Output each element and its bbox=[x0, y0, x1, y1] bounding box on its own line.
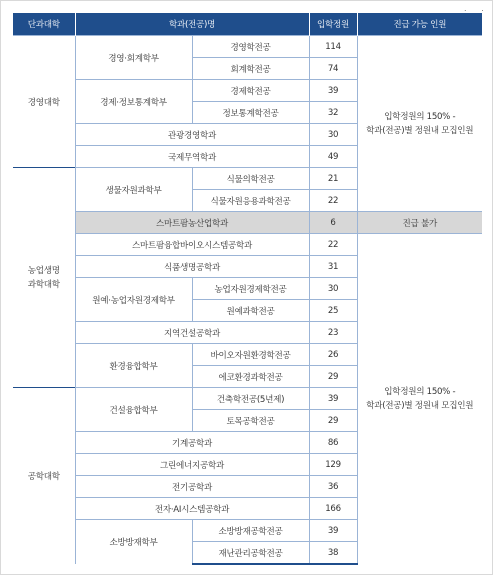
quota-cell: 26 bbox=[309, 344, 357, 366]
advance-note-cell bbox=[357, 234, 482, 565]
quota-cell: 49 bbox=[309, 146, 357, 168]
quota-cell: 30 bbox=[309, 278, 357, 300]
advance-note-cell bbox=[357, 36, 482, 212]
quota-cell: 39 bbox=[309, 388, 357, 410]
major-cell: 농업자원경제학전공 bbox=[192, 278, 309, 300]
division-cell: 건설융합학부 bbox=[75, 388, 192, 432]
division-cell: 환경융합학부 bbox=[75, 344, 192, 388]
major-cell: 식물의학전공 bbox=[192, 168, 309, 190]
college-name: 공학대학 bbox=[27, 472, 60, 482]
college-cell bbox=[13, 168, 75, 388]
table-header-row bbox=[13, 13, 482, 36]
major-cell: 에코환경과학전공 bbox=[192, 366, 309, 388]
major-cell: 건축학전공(5년제) bbox=[192, 388, 309, 410]
quota-cell: 22 bbox=[309, 190, 357, 212]
division-cell: 원예·농업자원경제학부 bbox=[75, 278, 192, 322]
major-cell: 재난관리공학전공 bbox=[192, 542, 309, 565]
major-cell: 토목공학전공 bbox=[192, 410, 309, 432]
quota-cell: 38 bbox=[309, 542, 357, 565]
advance-rule-line1: 입학정원의 150% - bbox=[384, 387, 456, 397]
department-cell: 관광경영학과 bbox=[75, 124, 309, 146]
table-row-highlight bbox=[13, 212, 482, 234]
quota-cell: 114 bbox=[309, 36, 357, 58]
college-cell bbox=[13, 36, 75, 168]
quota-cell: 29 bbox=[309, 366, 357, 388]
table-row bbox=[13, 234, 482, 256]
quota-table bbox=[13, 13, 482, 565]
department-cell: 식품생명공학과 bbox=[75, 256, 309, 278]
major-cell: 소방방재공학전공 bbox=[192, 520, 309, 542]
major-cell: 정보통계학전공 bbox=[192, 102, 309, 124]
quota-cell: 39 bbox=[309, 520, 357, 542]
corner-dots: . . bbox=[464, 4, 490, 13]
department-cell: 국제무역학과 bbox=[75, 146, 309, 168]
major-cell: 바이오자원환경학전공 bbox=[192, 344, 309, 366]
quota-cell: 74 bbox=[309, 58, 357, 80]
quota-cell: 129 bbox=[309, 454, 357, 476]
major-cell: 식물자원응용과학전공 bbox=[192, 190, 309, 212]
major-cell: 경영학전공 bbox=[192, 36, 309, 58]
quota-cell: 30 bbox=[309, 124, 357, 146]
department-cell: 스마트팜농산업학과 bbox=[75, 212, 309, 234]
header-college: 단과대학 bbox=[13, 13, 75, 36]
header-quota: 입학정원 bbox=[309, 13, 357, 36]
major-cell: 회계학전공 bbox=[192, 58, 309, 80]
quota-cell: 22 bbox=[309, 234, 357, 256]
division-cell: 경영·회계학부 bbox=[75, 36, 192, 80]
department-cell: 스마트팜융합바이오시스템공학과 bbox=[75, 234, 309, 256]
advance-not-allowed-cell: 진급 불가 bbox=[357, 212, 482, 234]
quota-cell: 6 bbox=[309, 212, 357, 234]
college-cell bbox=[13, 388, 75, 565]
quota-cell: 23 bbox=[309, 322, 357, 344]
major-cell: 경제학전공 bbox=[192, 80, 309, 102]
division-cell: 소방방재학부 bbox=[75, 520, 192, 565]
quota-cell: 86 bbox=[309, 432, 357, 454]
major-cell: 원예과학전공 bbox=[192, 300, 309, 322]
advance-rule-line1: 입학정원의 150% - bbox=[384, 111, 456, 122]
header-department: 학과(전공)명 bbox=[75, 13, 309, 36]
quota-cell: 25 bbox=[309, 300, 357, 322]
quota-cell: 36 bbox=[309, 476, 357, 498]
quota-cell: 21 bbox=[309, 168, 357, 190]
quota-cell: 32 bbox=[309, 102, 357, 124]
header-advance: 진급 가능 인원 bbox=[357, 13, 482, 36]
advance-rule-line2: 학과(전공)별 정원내 모집인원 bbox=[366, 125, 474, 136]
table-row bbox=[13, 36, 482, 58]
college-name: 농업생명 과학대학 bbox=[27, 265, 60, 290]
department-cell: 전기공학과 bbox=[75, 476, 309, 498]
department-cell: 지역건설공학과 bbox=[75, 322, 309, 344]
division-cell: 경제·정보통계학부 bbox=[75, 80, 192, 124]
quota-cell: 166 bbox=[309, 498, 357, 520]
department-cell: 전자·AI시스템공학과 bbox=[75, 498, 309, 520]
college-name: 경영대학 bbox=[27, 97, 60, 108]
quota-cell: 29 bbox=[309, 410, 357, 432]
division-cell: 생물자원과학부 bbox=[75, 168, 192, 212]
quota-cell: 39 bbox=[309, 80, 357, 102]
quota-cell: 31 bbox=[309, 256, 357, 278]
advance-rule-line2: 학과(전공)별 정원내 모집인원 bbox=[366, 401, 474, 411]
department-cell: 그린에너지공학과 bbox=[75, 454, 309, 476]
department-cell: 기계공학과 bbox=[75, 432, 309, 454]
